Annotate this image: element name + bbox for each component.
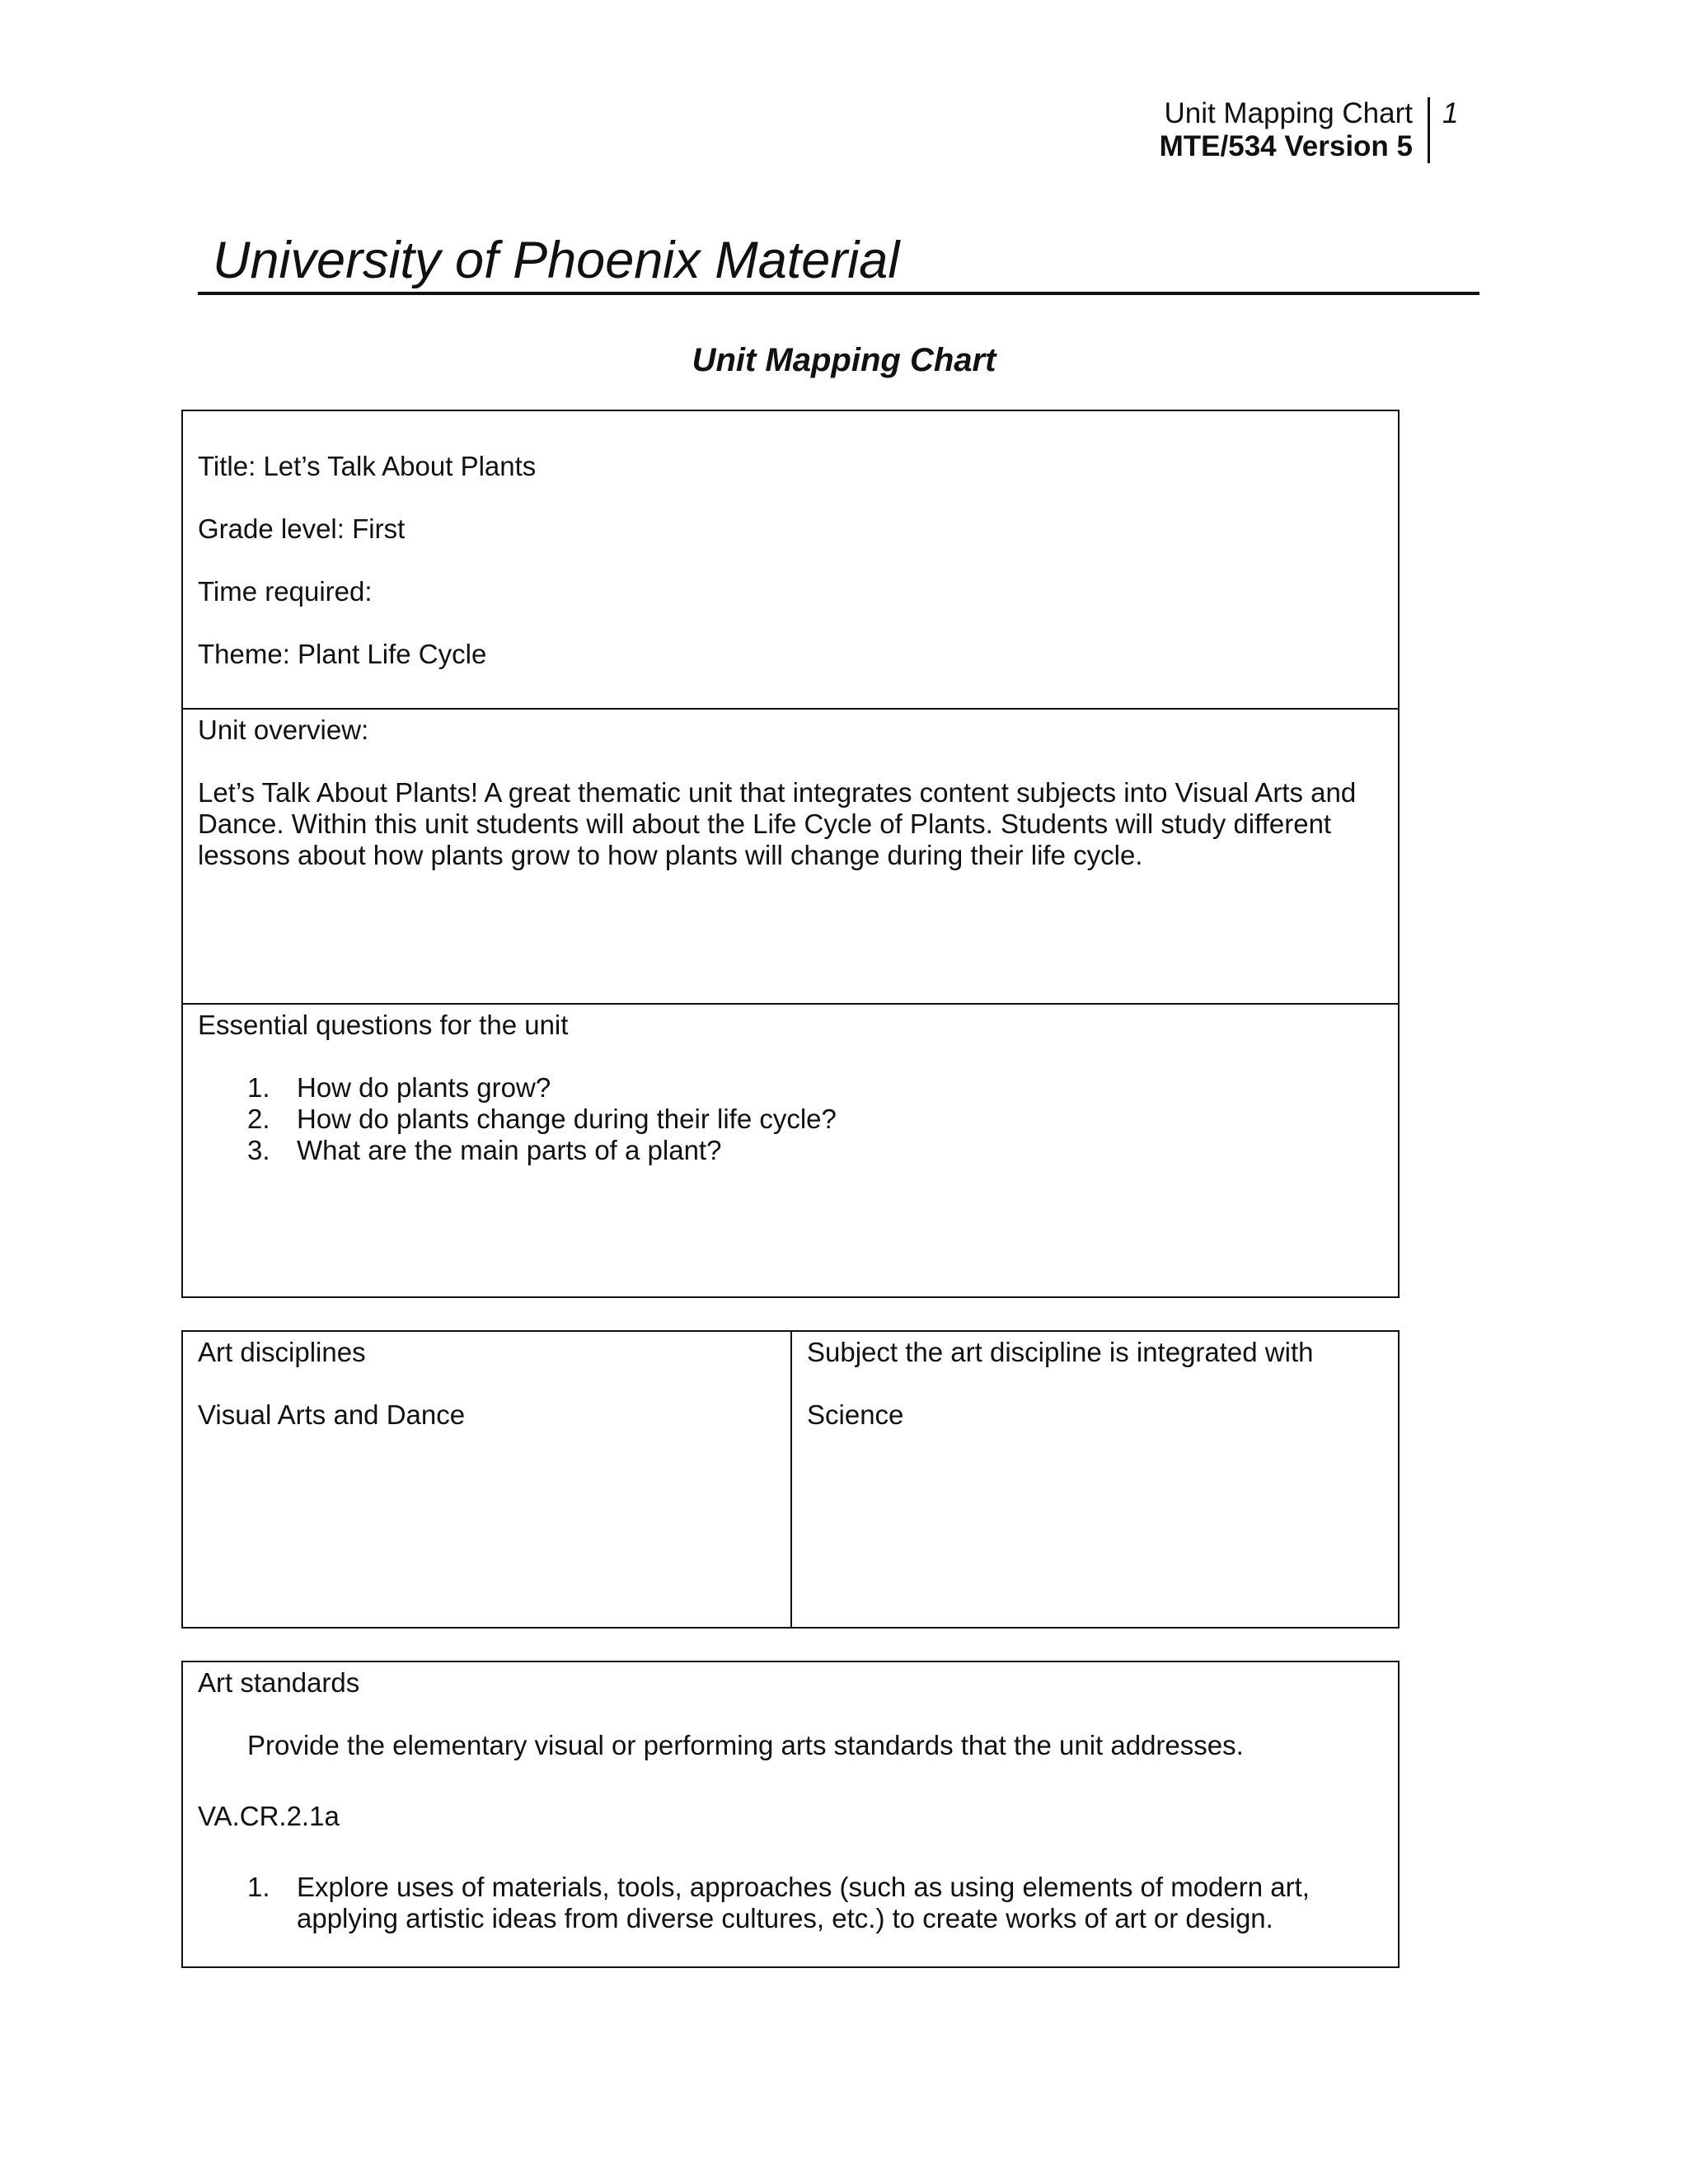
header-course-version: MTE/534 Version 5: [1159, 130, 1413, 162]
art-disciplines-cell: [183, 1332, 790, 1627]
page-number: 1: [1442, 97, 1459, 129]
list-item-text-line-1: Explore uses of materials, tools, approaches (such as using elements of modern art,: [297, 1872, 1310, 1902]
unit-details-table: [181, 410, 1400, 1298]
university-title: University of Phoenix Material: [198, 231, 1479, 295]
art-standards-cell: [183, 1662, 1398, 1934]
theme: Theme: Plant Life Cycle: [198, 639, 487, 669]
unit-info-cell: [183, 411, 1398, 708]
art-disciplines-label: Art disciplines: [198, 1337, 366, 1367]
list-item: [198, 1135, 1383, 1166]
art-standards-label: Art standards: [198, 1667, 360, 1698]
unit-overview-text-line-2: Dance. Within this unit students will about the Life Cycle of Plants. Students will study different: [198, 808, 1332, 839]
unit-title: Title: Let’s Talk About Plants: [198, 451, 537, 481]
essential-questions-label: Essential questions for the unit: [198, 1010, 569, 1040]
grade-level: Grade level: First: [198, 513, 406, 544]
page-header: [918, 97, 1430, 163]
unit-overview-label: Unit overview:: [198, 715, 369, 745]
list-item-text-line-2: applying artistic ideas from diverse cultures, etc.) to create works of art or design.: [297, 1903, 1273, 1933]
list-item-number: 2.: [247, 1104, 270, 1134]
list-item-text: What are the main parts of a plant?: [297, 1135, 722, 1165]
list-item: [198, 1872, 1383, 1934]
list-item-text: How do plants grow?: [297, 1072, 551, 1103]
unit-overview-text-line-1: Let’s Talk About Plants! A great thematic unit that integrates content subjects into Visual Arts and: [198, 777, 1357, 808]
essential-questions-list: [198, 1072, 1383, 1166]
list-item-number: 1.: [247, 1872, 270, 1902]
art-disciplines-value: Visual Arts and Dance: [198, 1399, 466, 1430]
list-item-number: 1.: [247, 1072, 270, 1103]
disciplines-table: [181, 1330, 1400, 1629]
standards-list: [198, 1872, 1383, 1934]
integrated-subject-cell: [790, 1332, 1398, 1627]
chart-title: Unit Mapping Chart: [692, 342, 996, 378]
art-standards-prompt: Provide the elementary visual or performing arts standards that the unit addresses.: [247, 1730, 1244, 1760]
integrated-subject-value: Science: [807, 1399, 904, 1430]
integrated-subject-label: Subject the art discipline is integrated with: [807, 1337, 1314, 1367]
essential-questions-cell: [183, 1003, 1398, 1166]
unit-overview-text-line-3: lessons about how plants grow to how plants will change during their life cycle.: [198, 840, 1143, 870]
standard-code: VA.CR.2.1a: [198, 1801, 340, 1831]
list-item: [198, 1072, 1383, 1104]
time-required: Time required:: [198, 576, 373, 607]
art-standards-table: [181, 1661, 1400, 1968]
list-item-text: How do plants change during their life cycle?: [297, 1104, 837, 1134]
header-doc-title: Unit Mapping Chart: [1164, 97, 1413, 129]
list-item-number: 3.: [247, 1135, 270, 1165]
list-item: [198, 1104, 1383, 1135]
unit-overview-cell: [183, 708, 1398, 1003]
